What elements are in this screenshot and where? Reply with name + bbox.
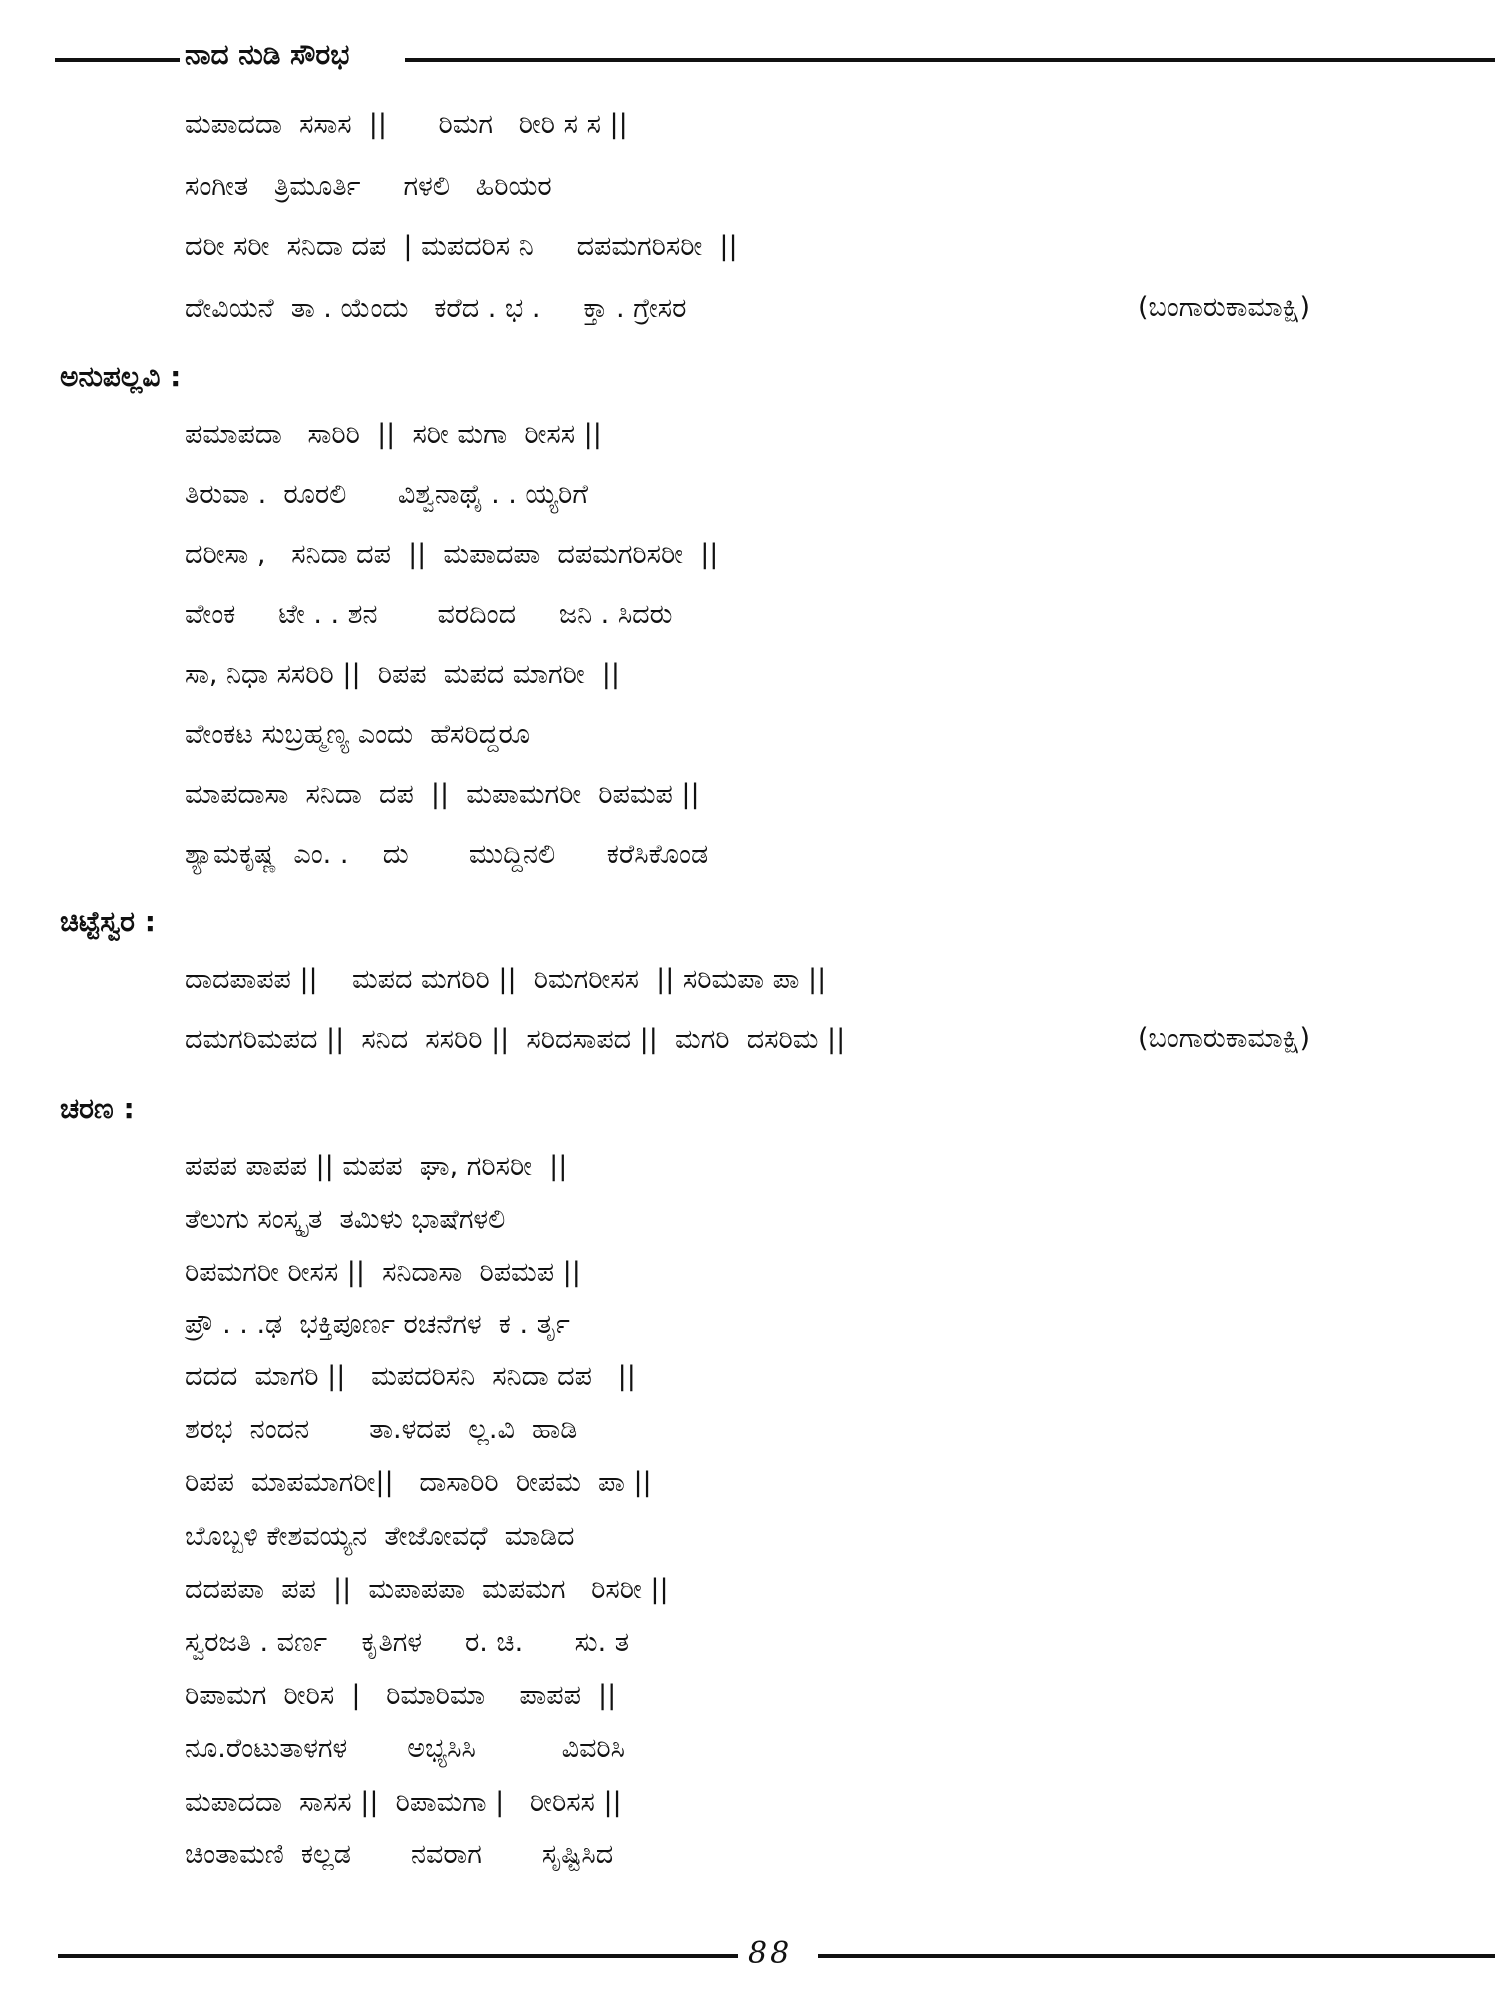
notation-line: ದರೀಸಾ , ಸನಿದಾ ದಪ || ಮಪಾದಪಾ ದಪಮಗರಿಸರೀ ||	[185, 539, 719, 570]
footer-rule-right	[818, 1954, 1495, 1958]
running-header	[55, 38, 1495, 78]
notation-line: ಮಪಾದದಾ ಸಾಸಸ || ರಿಪಾಮಗಾ | ರೀರಿಸಸ ||	[185, 1787, 622, 1818]
notation-line: ಮಾಪದಾಸಾ ಸನಿದಾ ದಪ || ಮಪಾಮಗರೀ ರಿಪಮಪ ||	[185, 779, 700, 810]
raga-mudra: (ಬಂಗಾರುಕಾಮಾಕ್ಷಿ)	[1137, 292, 1310, 323]
notation-line: ಪಮಾಪದಾ ಸಾರಿರಿ || ಸರೀ ಮಗಾ ರೀಸಸ ||	[185, 419, 602, 450]
lyric-line: ತಿರುವಾ . ರೂರಲಿ ವಿಶ್ವನಾಥೈ . . ಯ್ಯರಿಗೆ	[185, 479, 589, 510]
lyric-line: ದೇವಿಯನೆ ತಾ . ಯೆಂದು ಕರೆದ . ಭ . ಕ್ತಾ . ಗ್ರೇಸರ	[185, 293, 687, 324]
lyric-line: ನೂ.ರೆಂಟುತಾಳಗಳ ಅಭ್ಯಸಿಸಿ ವಿವರಿಸಿ	[185, 1733, 626, 1764]
notation-line: ರಿಪಪ ಮಾಪಮಾಗರೀ|| ದಾಸಾರಿರಿ ರೀಪಮ ಪಾ ||	[185, 1467, 652, 1498]
page-number: 88	[748, 1936, 793, 1971]
section-heading-anupallavi: ಅನುಪಲ್ಲವಿ :	[60, 360, 182, 393]
notation-line: ದಮಗರಿಮಪದ || ಸನಿದ ಸಸರಿರಿ || ಸರಿದಸಾಪದ || ಮಗರಿ ದಸರಿಮ ||	[185, 1024, 846, 1055]
notation-line: ದಾದಪಾಪಪ || ಮಪದ ಮಗರಿರಿ || ರಿಮಗರೀಸಸ || ಸರಿಮಪಾ ಪಾ ||	[185, 964, 827, 995]
book-title: ನಾದ ನುಡಿ ಸೌರಭ	[185, 38, 350, 71]
notation-line: ದರೀ ಸರೀ ಸನಿದಾ ದಪ | ಮಪದರಿಸ ನಿ ದಪಮಗರಿಸರೀ ||	[185, 231, 738, 262]
notation-line: ರಿಪಾಮಗ ರೀರಿಸ | ರಿಮಾರಿಮಾ ಪಾಪಪ ||	[185, 1680, 617, 1711]
notation-line: ದದಪಪಾ ಪಪ || ಮಪಾಪಪಾ ಮಪಮಗ ರಿಸರೀ ||	[185, 1574, 669, 1605]
header-rule-left	[55, 58, 180, 62]
raga-mudra: (ಬಂಗಾರುಕಾಮಾಕ್ಷಿ)	[1137, 1023, 1310, 1054]
lyric-line: ಬೊಬ್ಬಳಿ ಕೇಶವಯ್ಯನ ತೇಜೋವಧೆ ಮಾಡಿದ	[185, 1521, 575, 1552]
lyric-line: ವೇಂಕ ಟೇ . . ಶನ ವರದಿಂದ ಜನಿ . ಸಿದರು	[185, 599, 673, 630]
lyric-line: ಚಿಂತಾಮಣಿ ಕಲ್ಲಡ ನವರಾಗ ಸೃಷ್ಟಿಸಿದ	[185, 1839, 614, 1870]
notation-line: ಪಪಪ ಪಾಪಪ || ಮಪಪ ಘಾ, ಗರಿಸರೀ ||	[185, 1151, 568, 1182]
page-footer	[58, 1936, 1495, 1976]
notation-line: ಮಪಾದದಾ ಸಸಾಸ || ರಿಮಗ ರೀರಿ ಸ ಸ ||	[185, 109, 628, 140]
header-rule-right	[405, 58, 1495, 62]
section-heading-chittesvara: ಚಿಟ್ಟೆಸ್ವರ :	[60, 905, 156, 938]
lyric-line: ಶ್ಯಾಮಕೃಷ್ಣ ಎಂ. . ದು ಮುದ್ದಿನಲಿ ಕರೆಸಿಕೊಂಡ	[185, 839, 709, 870]
notation-line: ದದದ ಮಾಗರಿ || ಮಪದರಿಸನಿ ಸನಿದಾ ದಪ ||	[185, 1361, 636, 1392]
section-heading-charana: ಚರಣ :	[60, 1092, 135, 1125]
lyric-line: ವೇಂಕಟ ಸುಬ್ರಹ್ಮಣ್ಯ ಎಂದು ಹೆಸರಿದ್ದರೂ	[185, 719, 531, 750]
lyric-line: ಸಂಗೀತ ತ್ರಿಮೂರ್ತಿ ಗಳಲಿ ಹಿರಿಯರ	[185, 171, 552, 202]
notation-line: ಸಾ, ನಿಧಾ ಸಸರಿರಿ || ರಿಪಪ ಮಪದ ಮಾಗರೀ ||	[185, 659, 620, 690]
lyric-line: ಪ್ರೌ . . .ಢ ಭಕ್ತಿಪೂರ್ಣ ರಚನೆಗಳ ಕ . ರ್ತೃ	[185, 1309, 570, 1340]
notation-line: ರಿಪಮಗರೀ ರೀಸಸ || ಸನಿದಾಸಾ ರಿಪಮಪ ||	[185, 1257, 581, 1288]
lyric-line: ಶರಭ ನಂದನ ತಾ.ಳದಪ ಲ್ಲ.ವಿ ಹಾಡಿ	[185, 1414, 578, 1445]
footer-rule-left	[58, 1954, 738, 1958]
lyric-line: ತೆಲುಗು ಸಂಸ್ಕೃತ ತಮಿಳು ಭಾಷೆಗಳಲಿ	[185, 1204, 506, 1235]
lyric-line: ಸ್ವರಜತಿ . ವರ್ಣ ಕೃತಿಗಳ ರ. ಚಿ. ಸು. ತ	[185, 1627, 630, 1658]
